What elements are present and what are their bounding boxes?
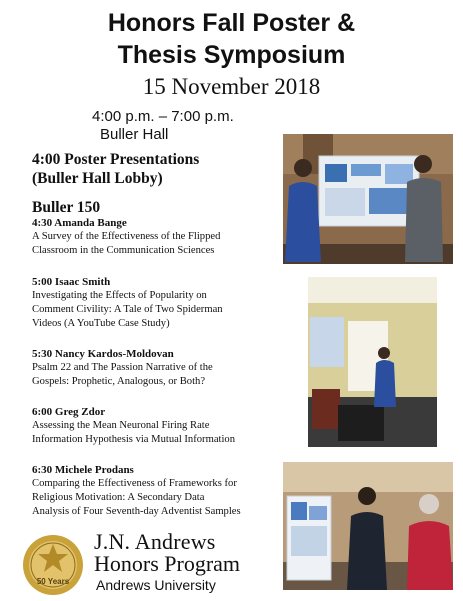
photo-lecture-presentation xyxy=(308,277,437,447)
program-name-line-1: J.N. Andrews xyxy=(94,529,216,554)
session-title-line: Classroom in the Communication Sciences xyxy=(32,245,215,256)
session-title-line: Information Hypothesis via Mutual Information xyxy=(32,434,236,445)
session-title-line: Psalm 22 and The Passion Narrative of the xyxy=(32,362,213,373)
session-title-line: Investigating the Effects of Popularity on xyxy=(32,290,207,301)
session-item xyxy=(32,347,282,389)
session-title-line: Comment Civility: A Tale of Two Spiderman xyxy=(32,304,223,315)
title-line-1: Honors Fall Poster & xyxy=(107,9,356,37)
session-time-name: 6:30 Michele Prodans xyxy=(32,464,134,476)
session-time-name: 6:00 Greg Zdor xyxy=(32,406,106,418)
session-title-line: Comparing the Effectiveness of Frameworks for xyxy=(32,478,237,489)
session-item xyxy=(32,463,282,519)
university-name: Andrews University xyxy=(96,577,216,593)
session-title-line: Assessing the Mean Neuronal Firing Rate xyxy=(32,420,210,431)
photo-poster-discussion xyxy=(283,462,453,590)
session-time-name: 5:00 Isaac Smith xyxy=(32,276,111,288)
program-name-line-2: Honors Program xyxy=(94,551,241,576)
event-date: 15 November 2018 xyxy=(142,74,321,99)
title-line-2: Thesis Symposium xyxy=(117,41,346,69)
anniversary-seal-logo xyxy=(22,534,84,601)
session-item xyxy=(32,275,282,331)
room-heading: Buller 150 xyxy=(32,199,101,216)
poster-presentations-heading xyxy=(32,150,199,188)
poster-heading-line-1: 4:00 Poster Presentations xyxy=(32,151,200,168)
session-time-name: 5:30 Nancy Kardos-Moldovan xyxy=(32,348,174,360)
session-item xyxy=(32,216,282,258)
session-item xyxy=(32,405,282,447)
session-time-name: 4:30 Amanda Bange xyxy=(32,217,127,229)
session-title-line: Religious Motivation: A Secondary Data xyxy=(32,492,205,503)
photo-poster-presentation xyxy=(283,134,453,264)
seal-text: 50 Years xyxy=(36,577,70,586)
poster-heading-line-2: (Buller Hall Lobby) xyxy=(32,170,163,187)
session-title-line: Videos (A YouTube Case Study) xyxy=(32,318,170,329)
event-venue: Buller Hall xyxy=(100,126,169,143)
session-title-line: A Survey of the Effectiveness of the Flipped xyxy=(32,231,221,242)
session-title-line: Gospels: Prophetic, Analogous, or Both? xyxy=(32,376,206,387)
session-title-line: Analysis of Four Seventh-day Adventist Samples xyxy=(32,506,241,517)
event-time: 4:00 p.m. – 7:00 p.m. xyxy=(92,108,234,125)
